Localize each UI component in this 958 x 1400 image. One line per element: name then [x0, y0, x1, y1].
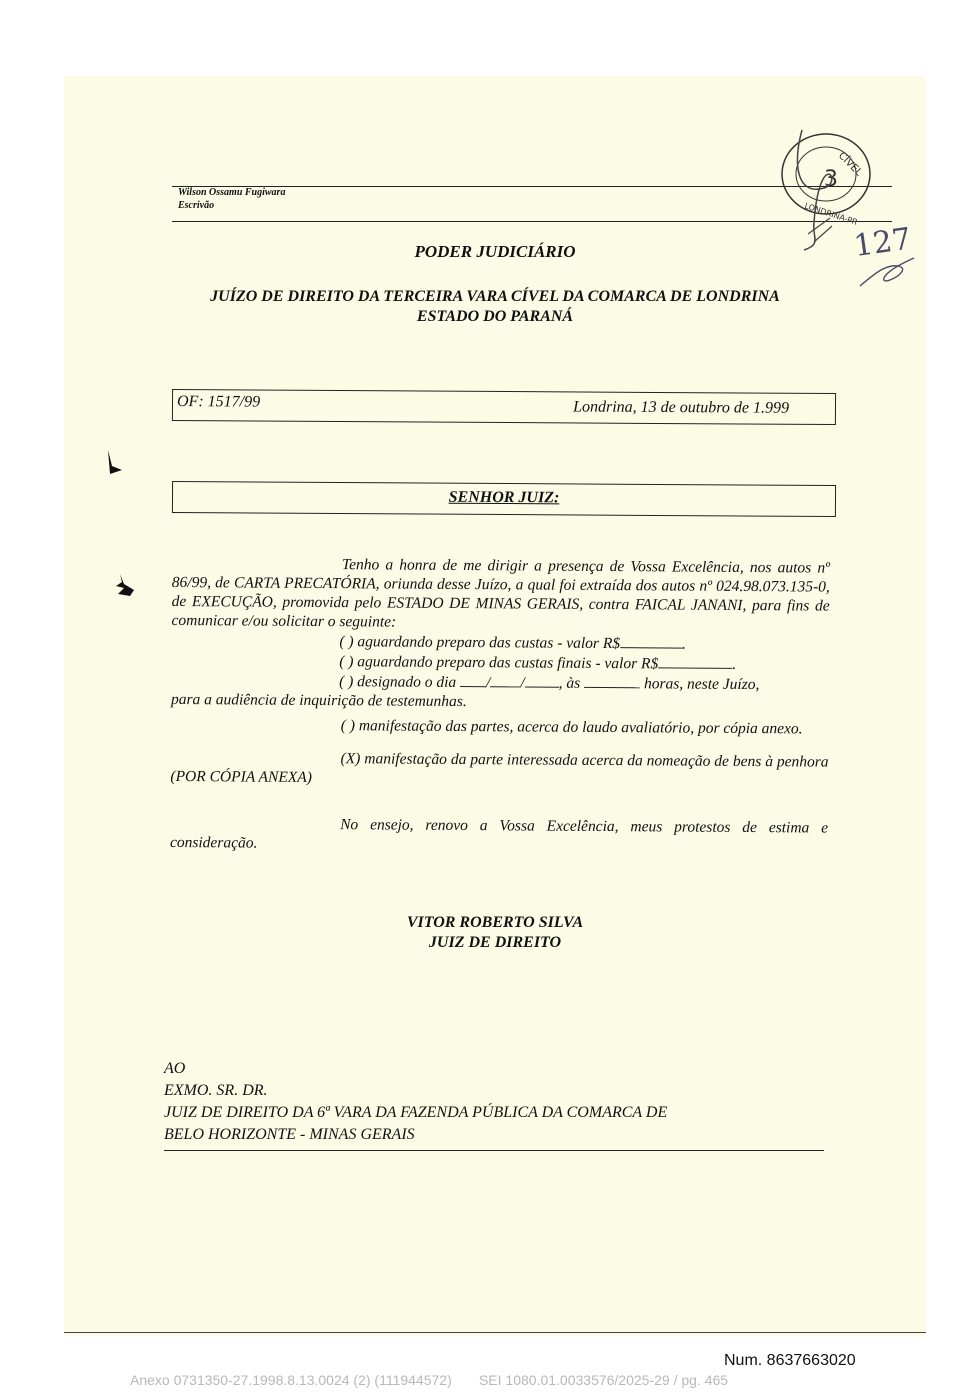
salutation-box [172, 481, 836, 517]
salutation: SENHOR JUIZ: [448, 488, 560, 507]
option-designado-as: , às [558, 674, 581, 692]
addressee-line-1: AO [164, 1060, 186, 1077]
option-custas-finais: ( ) aguardando preparo das custas finais - valor R$ . [339, 653, 737, 673]
escrivao-role: Escrivão [178, 200, 215, 211]
addressee-line-4: BELO HORIZONTE - MINAS GERAIS [164, 1126, 415, 1143]
signature-name: VITOR ROBERTO SILVA [406, 914, 584, 931]
stamp-top-text: CÍVEL [835, 150, 864, 179]
punch-mark-icon [112, 572, 136, 602]
stamp-center: 3 [824, 167, 838, 192]
addressee-line-3: JUIZ DE DIREITO DA 6ª VARA DA FAZENDA PÚBLICA DA COMARCA DE [164, 1104, 668, 1121]
punch-mark-icon [104, 448, 124, 478]
title-estado: ESTADO DO PARANÁ [416, 308, 574, 325]
intro-paragraph: Tenho a honra de me dirigir a presença de Vossa Excelência, nos autos nº 86/99, de CARTA PRECATÓRIA, oriunda desse Juízo, a qual foi extraída dos autos nº 024.98.073.135-0, de EXECUÇÃO, promovida pelo ESTADO DE MINAS GERAIS, contra FAICAL JANANI, para fins de comunicar e/ou solicitar o seguinte: [171, 556, 830, 631]
page-number-text: 127 [851, 221, 914, 265]
option-custas-finais-text: ( ) aguardando preparo das custas finais - valor R$ [339, 653, 659, 673]
letter-body [170, 554, 830, 857]
addressee-block [164, 1058, 667, 1146]
addressee-line-2: EXMO. SR. DR. [164, 1082, 268, 1099]
escrivao-name: Wilson Ossamu Fugiwara [178, 187, 286, 198]
option-designado: ( ) designado o dia / / , às horas, neste Juízo, [339, 673, 760, 694]
oficio-date: Londrina, 13 de outubro de 1.999 [573, 398, 790, 417]
option-designado-continuation: para a audiência de inquirição de testemunhas. [170, 690, 467, 711]
title-poder-judiciario: PODER JUDICIÁRIO [414, 242, 576, 261]
oficio-box [172, 389, 836, 425]
addressee-rule [164, 1150, 824, 1151]
scanned-document [64, 76, 926, 1336]
title-juizo: JUÍZO DE DIREITO DA TERCEIRA VARA CÍVEL DA COMARCA DE LONDRINA [210, 288, 780, 305]
blank-line [460, 672, 486, 687]
option-laudo: ( ) manifestação das partes, acerca do laudo avaliatório, por cópia anexo. [340, 717, 803, 738]
scan-bottom-edge [64, 1332, 926, 1333]
signature-title: JUIZ DE DIREITO [428, 934, 562, 951]
blank-line [525, 672, 559, 687]
blank-line [490, 672, 520, 687]
option-custas: ( ) aguardando preparo das custas - valor R$ . [339, 633, 687, 653]
option-designado-text: ( ) designado o dia [339, 673, 457, 691]
blank-line [620, 633, 682, 648]
annex-reference: Anexo 0731350-27.1998.8.13.0024 (2) (111944572) SEI 1080.01.0033576/2025-29 / pg. 465 [130, 1372, 729, 1388]
option-designado-horas: horas, neste Juízo, [643, 675, 760, 694]
blank-line [584, 673, 640, 688]
closing-paragraph: No ensejo, renovo a Vossa Excelência, meus protestos de estima e consideração. [169, 816, 829, 852]
stamp-bottom-text: LONDRINA-PR [803, 201, 859, 227]
document-number: Num. 8637663020 [724, 1352, 856, 1369]
option-penhora: (X) manifestação da parte interessada acerca da nomeação de bens à penhora (POR CÓPIA ANEXA) [170, 750, 829, 786]
blank-line [658, 653, 732, 669]
option-custas-text: ( ) aguardando preparo das custas - valor R$ [339, 633, 621, 653]
oficio-number: OF: 1517/99 [176, 393, 261, 411]
